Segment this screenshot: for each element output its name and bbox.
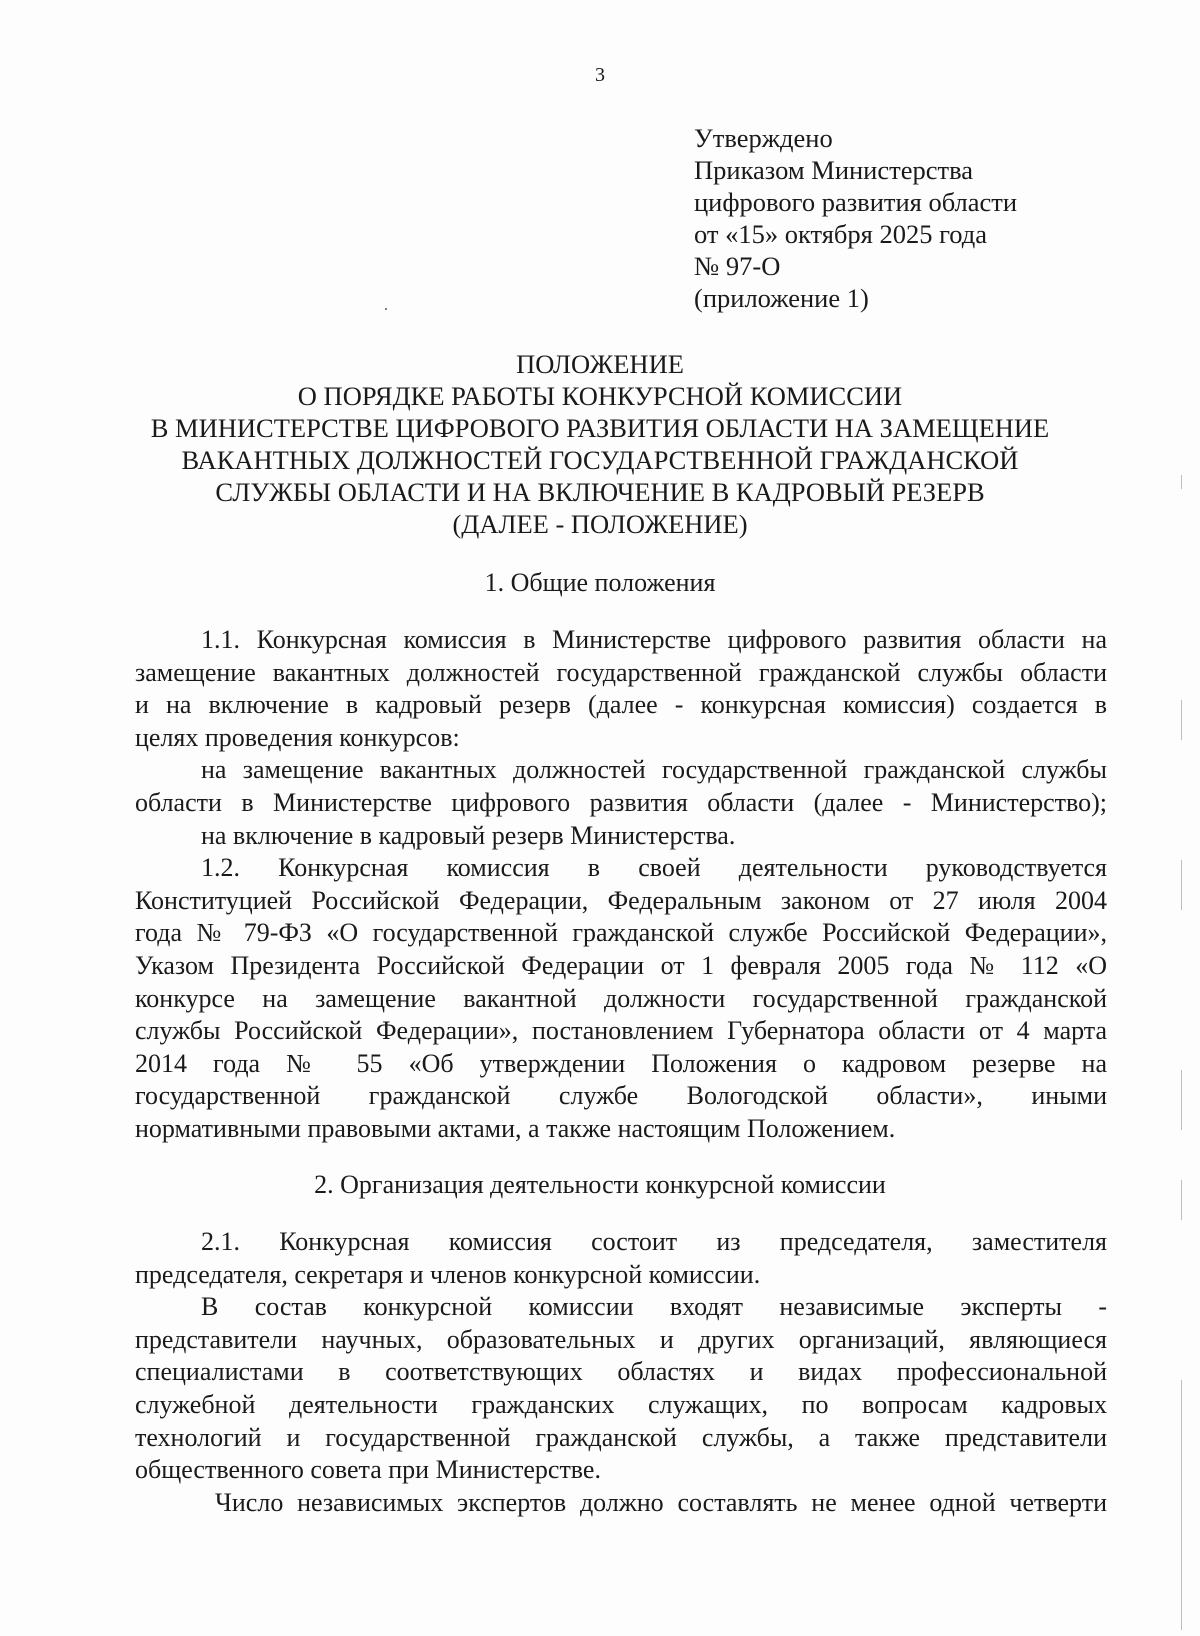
page-number: 3 [595, 64, 605, 86]
paragraph-line: 2.1. Конкурсная комиссия состоит из председателя, заместителя [201, 1227, 1107, 1256]
paragraph-line: В состав конкурсной комиссии входят независимые эксперты - [201, 1292, 1107, 1322]
paragraph-line: целях проведения конкурсов: [135, 722, 460, 752]
title-line: ПОЛОЖЕНИЕ [516, 349, 684, 379]
title-line: ВАКАНТНЫХ ДОЛЖНОСТЕЙ ГОСУДАРСТВЕННОЙ ГРАЖДАНСКОЙ [181, 445, 1019, 475]
paragraph-line: замещение вакантных должностей государственной гражданской службы области [135, 657, 1107, 687]
scan-margin-mark [1181, 1070, 1182, 1130]
scan-speck [385, 308, 387, 310]
approval-stamp [694, 122, 1017, 314]
paragraph-line: области в Министерстве цифрового развития области (далее - Министерство); [135, 787, 1107, 817]
section-heading: 1. Общие положения [484, 568, 716, 597]
approval-line: (приложение 1) [694, 283, 869, 313]
title-line: (ДАЛЕЕ - ПОЛОЖЕНИЕ) [452, 509, 748, 539]
approval-line: цифрового развития области [694, 187, 1018, 217]
paragraph-line: служебной деятельности гражданских служащих, по вопросам кадровых [135, 1389, 1107, 1419]
paragraph-line: на замещение вакантных должностей государственной гражданской службы [201, 755, 1107, 785]
title-line: В МИНИСТЕРСТВЕ ЦИФРОВОГО РАЗВИТИЯ ОБЛАСТИ НА ЗАМЕЩЕНИЕ [150, 413, 1050, 443]
scan-margin-mark [1181, 475, 1182, 489]
paragraph-line: общественного совета при Министерстве. [135, 1455, 601, 1485]
paragraph-line: службы Российской Федерации», постановлением Губернатора области от 4 марта [135, 1016, 1107, 1046]
scan-margin-mark [1181, 1380, 1182, 1630]
approval-line: Утверждено [694, 123, 833, 153]
scan-margin-mark [1181, 860, 1182, 910]
paragraph-line: нормативными правовыми актами, а также настоящим Положением. [135, 1113, 896, 1143]
title-line: О ПОРЯДКЕ РАБОТЫ КОНКУРСНОЙ КОМИССИИ [297, 381, 903, 411]
paragraph-line: 2014 года № 55 «Об утверждении Положения о кадровом резерве на [135, 1048, 1107, 1078]
document-title [0, 348, 1200, 540]
paragraph-line: специалистами в соответствующих областях и видах профессиональной [135, 1357, 1107, 1387]
scan-margin-mark [1181, 700, 1182, 740]
paragraph-line: конкурсе на замещение вакантной должности государственной гражданской [135, 983, 1107, 1013]
paragraph-line: и на включение в кадровый резерв (далее - конкурсная комиссия) создается в [135, 690, 1107, 720]
paragraph-line: председателя, секретаря и членов конкурсной комиссии. [135, 1259, 761, 1289]
paragraph-line: государственной гражданской службе Вологодской области», иными [135, 1081, 1107, 1111]
approval-line: от «15» октября 2025 года [694, 219, 988, 249]
approval-line: Приказом Министерства [694, 155, 973, 185]
title-line: СЛУЖБЫ ОБЛАСТИ И НА ВКЛЮЧЕНИЕ В КАДРОВЫЙ РЕЗЕРВ [215, 477, 985, 507]
paragraph-line: Указом Президента Российской Федерации от 1 февраля 2005 года № 112 «О [135, 950, 1107, 980]
section-body [135, 624, 1107, 1146]
approval-line: № 97-О [694, 251, 781, 281]
paragraph-line: на включение в кадровый резерв Министерства. [201, 820, 736, 850]
paragraph-line: представители научных, образовательных и других организаций, являющиеся [135, 1324, 1107, 1354]
paragraph-line: года № 79-ФЗ «О государственной гражданской службе Российской Федерации», [135, 918, 1107, 948]
paragraph-line: 1.1. Конкурсная комиссия в Министерстве цифрового развития области на [201, 625, 1107, 654]
section-heading: 2. Организация деятельности конкурсной комиссии [314, 1170, 886, 1199]
paragraph-line: технологий и государственной гражданской службы, а также представители [135, 1422, 1107, 1452]
paragraph-line: Число независимых экспертов должно составлять не менее одной четверти [215, 1487, 1107, 1517]
paragraph-line: 1.2. Конкурсная комиссия в своей деятельности руководствуется [201, 853, 1107, 883]
scan-margin-mark [1181, 1180, 1182, 1220]
section-body [135, 1226, 1107, 1519]
paragraph-line: Конституцией Российской Федерации, Федеральным законом от 27 июля 2004 [135, 885, 1107, 915]
